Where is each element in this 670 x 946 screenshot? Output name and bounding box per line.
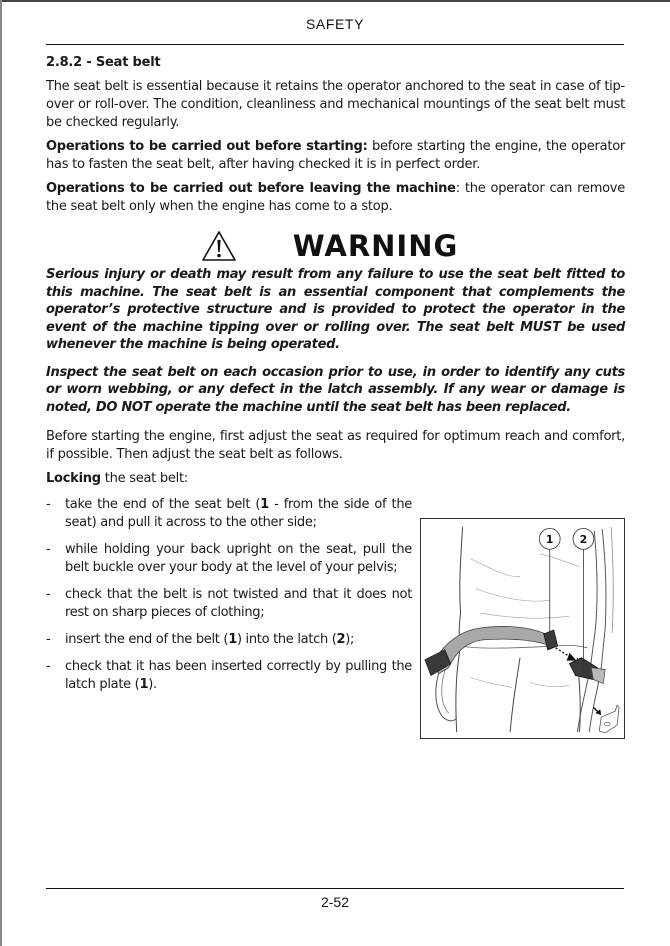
callout-2-label: 2 xyxy=(579,532,588,546)
page-frame-left xyxy=(0,0,2,946)
list-item xyxy=(46,658,412,694)
step-text: while holding your back upright on the seat, pull the belt buckle over your body at the level of your pelvis; xyxy=(65,542,412,575)
list-item xyxy=(46,586,412,622)
seat-inset-pictogram xyxy=(593,705,619,733)
before-leaving-paragraph xyxy=(46,180,625,216)
before-starting-paragraph xyxy=(46,138,625,174)
intro-paragraph: The seat belt is essential because it retains the operator anchored to the seat in case of tip-over or roll-over. The condition, cleanliness and mechanical mountings of the seat belt must be checked regularly. xyxy=(46,79,625,130)
page-frame-top xyxy=(0,0,670,2)
ref-number: 2 xyxy=(336,632,346,647)
locking-steps-list xyxy=(46,496,412,694)
callout-2 xyxy=(573,528,594,549)
adjust-paragraph: Before starting the engine, first adjust the seat as required for optimum reach and comfort, if possible. Then adjust the seat belt as follows. xyxy=(46,429,625,462)
warning-paragraph-1: Serious injury or death may result from any failure to use the seat belt fitted to this machine. The seat belt is an essential component that complements the operator’s protective structure and is provided to protect the operator in the event of the machine tipping over or rolling over. The seat belt MUST be used whenever the machine is being operated. xyxy=(46,267,625,352)
list-dash: - xyxy=(46,632,51,647)
list-item xyxy=(46,496,412,532)
before-starting-label: Operations to be carried out before starting: xyxy=(46,139,368,154)
running-title: SAFETY xyxy=(305,16,365,32)
step-text: insert the end of the belt ( xyxy=(65,632,229,647)
step-text: check that the belt is not twisted and that it does not rest on sharp pieces of clothing; xyxy=(65,587,412,620)
locking-label: Locking xyxy=(46,471,101,486)
list-dash: - xyxy=(46,659,51,674)
torso-outline xyxy=(461,645,588,648)
belt-webbing xyxy=(431,626,550,673)
page-number: 2-52 xyxy=(320,894,350,910)
seat-cushion-left xyxy=(442,666,449,714)
locking-paragraph xyxy=(46,470,625,488)
warning-header xyxy=(46,226,625,266)
warning-title: WARNING xyxy=(292,229,459,263)
footer-rule xyxy=(46,888,624,889)
step-text: check that it has been inserted correctly by pulling the latch plate ( xyxy=(65,659,412,692)
list-item xyxy=(46,631,412,649)
torso-outline xyxy=(459,527,462,646)
list-dash: - xyxy=(46,587,51,602)
ref-number: 1 xyxy=(260,497,269,512)
before-starting-text: before starting the engine, the operator has to fasten the seat belt, after having checked it is in perfect order. xyxy=(46,139,625,172)
seat-belt-illustration xyxy=(420,518,625,739)
list-dash: - xyxy=(46,542,51,557)
list-item xyxy=(46,541,412,577)
callout-1 xyxy=(539,528,560,549)
step-text: ) into the latch ( xyxy=(236,632,337,647)
callout-1-label: 1 xyxy=(545,532,554,546)
seat-belt-drawing xyxy=(421,519,624,738)
buckle-stalk xyxy=(591,668,605,684)
ref-number: 1 xyxy=(139,677,149,692)
locking-text: the seat belt: xyxy=(100,471,188,486)
step-text: ); xyxy=(345,632,355,647)
before-leaving-text: : the operator can remove the seat belt only when the engine has come to a stop. xyxy=(46,181,626,214)
header-rule xyxy=(46,44,624,45)
section-title: 2.8.2 - Seat belt xyxy=(46,55,161,70)
seat-back-outline xyxy=(611,527,613,633)
step-text: take the end of the seat belt ( xyxy=(65,497,261,512)
warning-triangle-icon xyxy=(201,230,237,262)
hip-outline xyxy=(456,646,461,732)
warning-paragraph-2: Inspect the seat belt on each occasion prior to use, in order to identify any cuts or worn webbing, or any defect in the latch assembly. If any wear or damage is noted, DO NOT operate the machine until the seat belt has been replaced. xyxy=(46,364,625,415)
seat-cushion-left xyxy=(436,668,457,721)
list-dash: - xyxy=(46,497,51,512)
belt-anchor-left xyxy=(425,650,451,676)
before-leaving-label: Operations to be carried out before leaving the machine xyxy=(46,181,456,196)
step-text: - from the side of the seat) and pull it across to the other side; xyxy=(65,497,412,530)
step-text: ). xyxy=(148,677,157,692)
seat-back-outline xyxy=(589,529,606,732)
insertion-arrow-head xyxy=(567,653,577,661)
ref-number: 1 xyxy=(228,632,237,647)
hip-outline xyxy=(510,658,520,732)
